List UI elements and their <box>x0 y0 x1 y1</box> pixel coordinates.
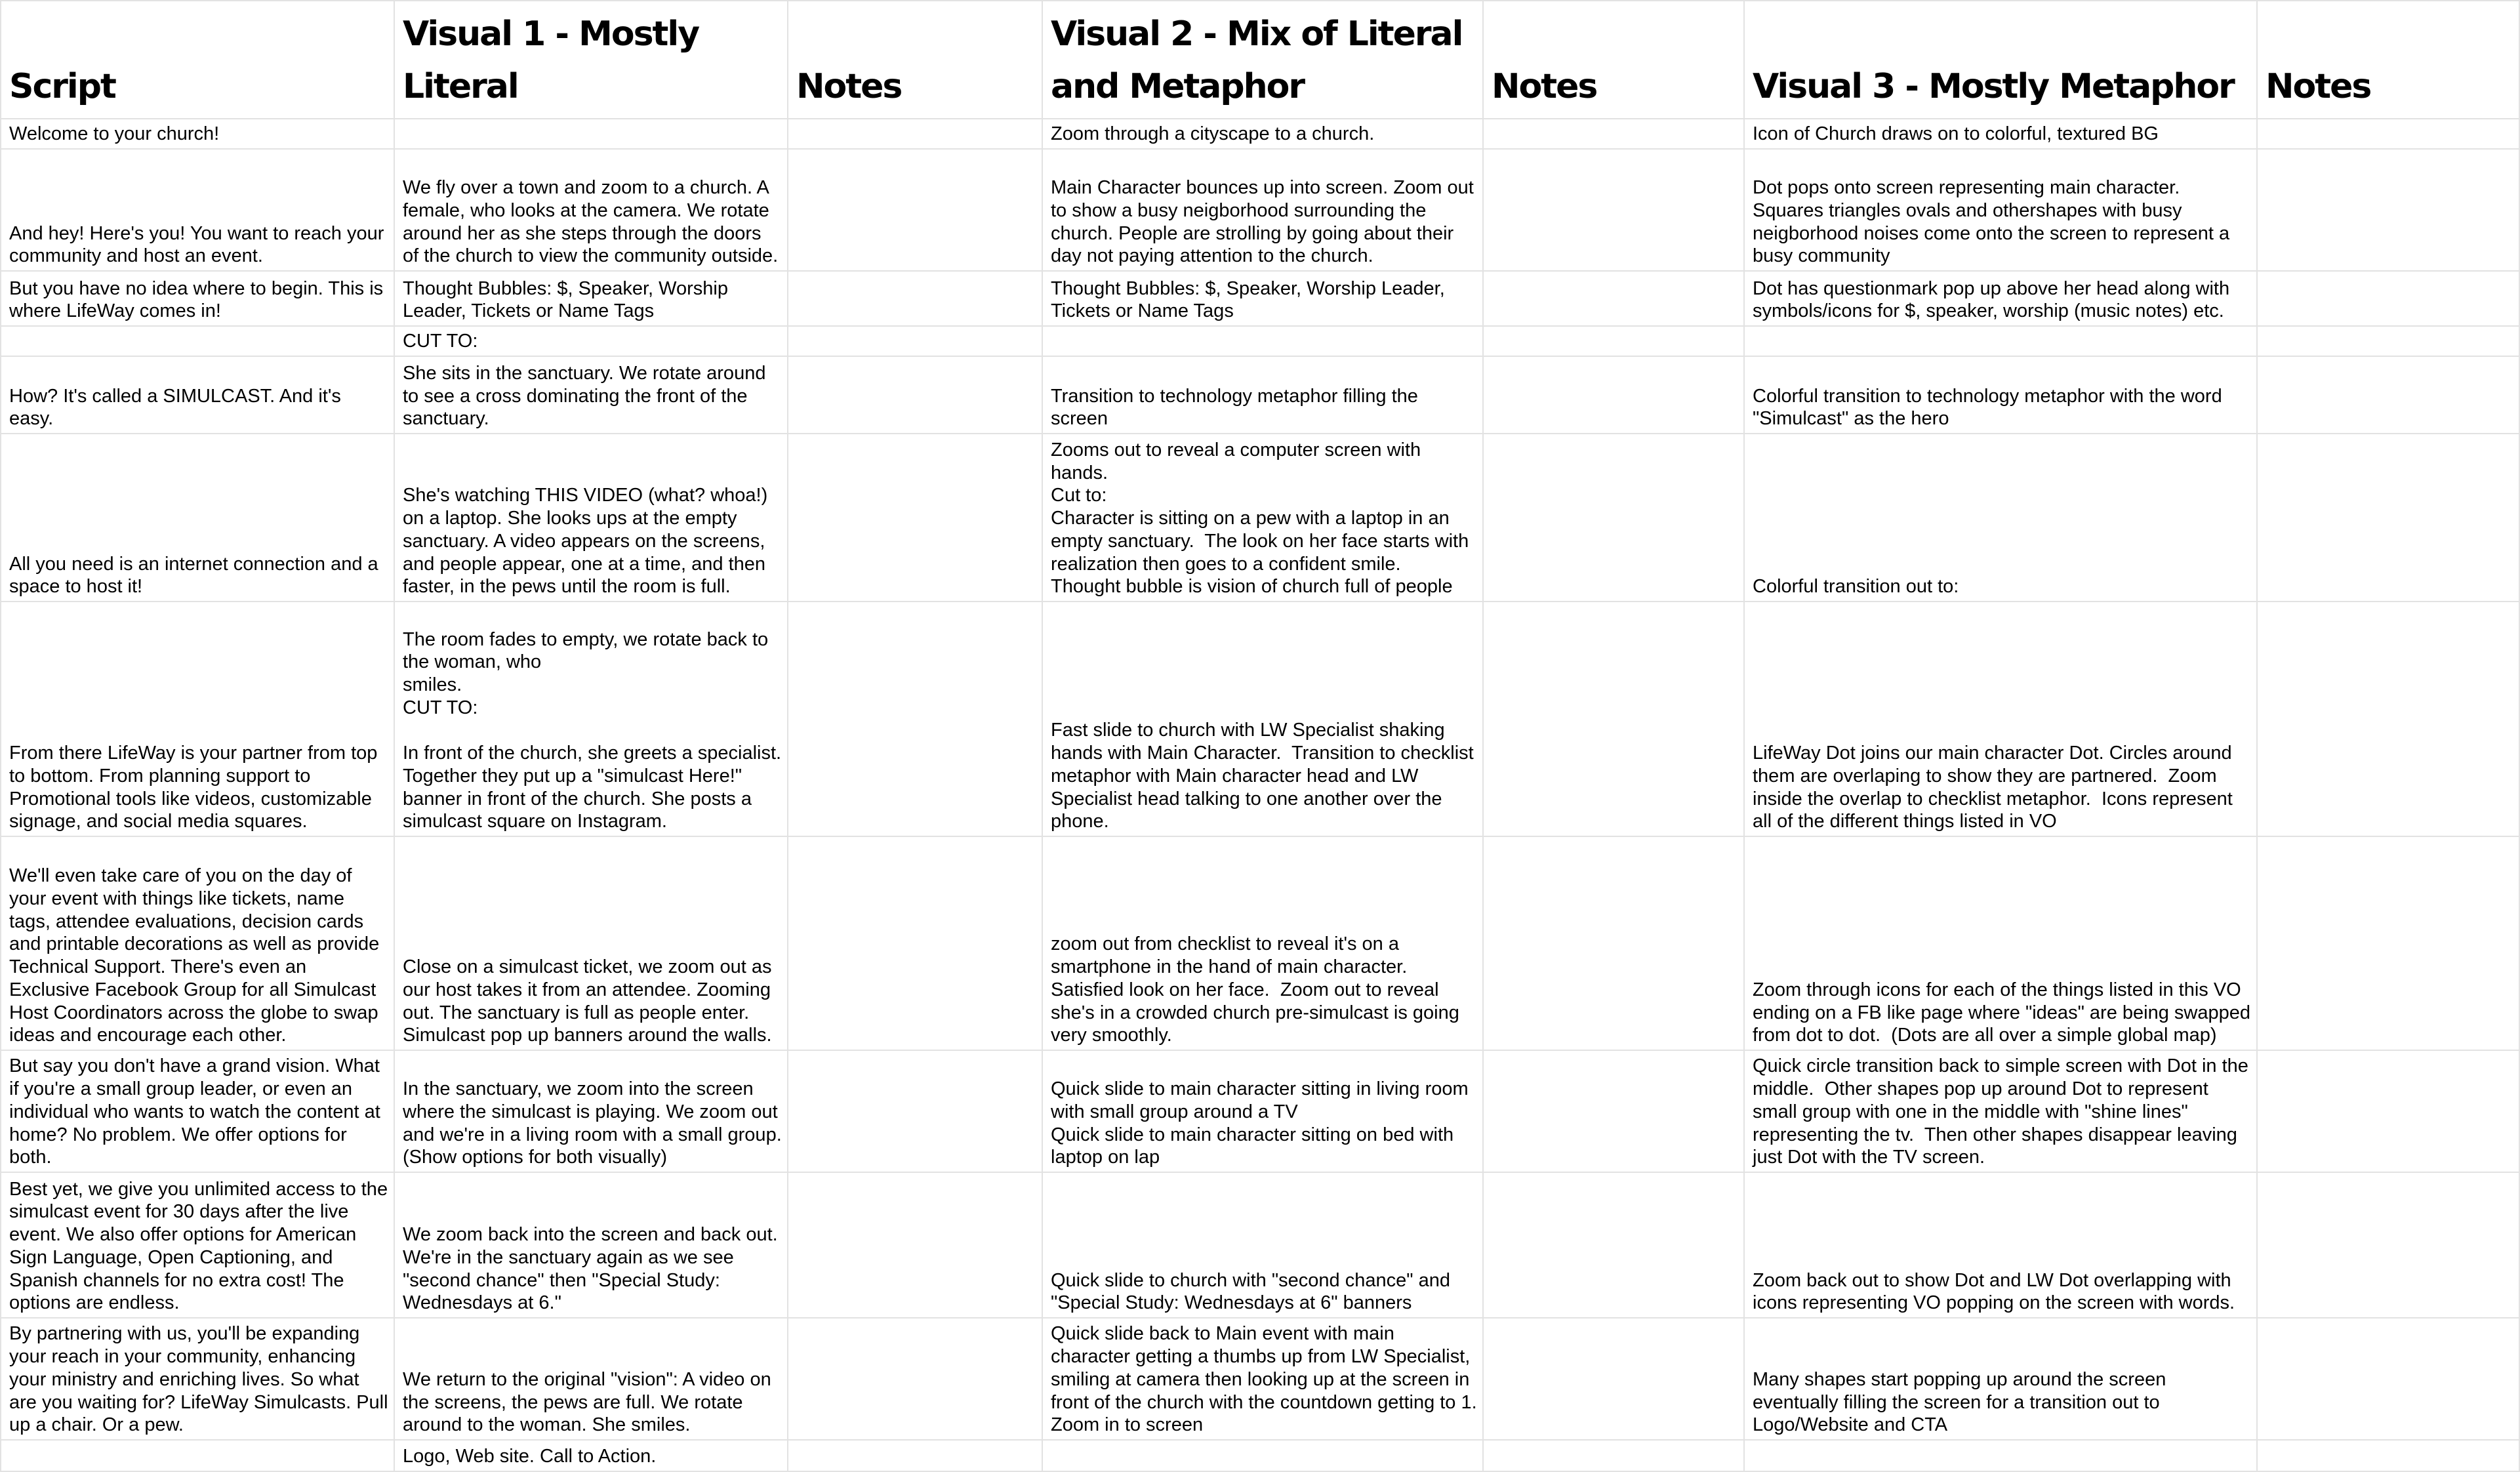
cell-script[interactable]: And hey! Here's you! You want to reach your community and host an event. <box>1 149 394 271</box>
cell-notes-1[interactable] <box>788 836 1042 1050</box>
cell-visual-3[interactable]: Quick circle transition back to simple screen with Dot in the middle. Other shapes pop up around Dot to represent small group with one in the middle with "shine lines" representing the tv. Then other shapes disappear leaving just Dot with the TV screen. <box>1744 1050 2257 1172</box>
cell-notes-3[interactable] <box>2257 356 2519 434</box>
grid-body <box>1 119 2519 1471</box>
cell-notes-2[interactable] <box>1483 602 1744 836</box>
cell-visual-2[interactable]: Quick slide to main character sitting in living room with small group around a TV Quick slide to main character sitting on bed with laptop on lap <box>1042 1050 1483 1172</box>
cell-notes-1[interactable] <box>788 602 1042 836</box>
cell-visual-2[interactable] <box>1042 1440 1483 1471</box>
table-row <box>1 1172 2519 1318</box>
cell-notes-3[interactable] <box>2257 149 2519 271</box>
cell-visual-3[interactable] <box>1744 1440 2257 1471</box>
cell-visual-3[interactable]: Colorful transition out to: <box>1744 434 2257 602</box>
cell-script[interactable]: All you need is an internet connection and a space to host it! <box>1 434 394 602</box>
cell-notes-1[interactable] <box>788 356 1042 434</box>
cell-visual-2[interactable]: Zooms out to reveal a computer screen with hands. Cut to: Character is sitting on a pew with a laptop in an empty sanctuary. The look on her face starts with realization then goes to a confident smile. Thought bubble is vision of church full of people <box>1042 434 1483 602</box>
table-row <box>1 271 2519 326</box>
cell-notes-3[interactable] <box>2257 1172 2519 1318</box>
cell-visual-1[interactable]: We fly over a town and zoom to a church. A female, who looks at the camera. We rotate around her as she steps through the doors of the church to view the community outside. <box>394 149 788 271</box>
table-row <box>1 602 2519 836</box>
cell-notes-3[interactable] <box>2257 602 2519 836</box>
table-row <box>1 1050 2519 1172</box>
cell-notes-3[interactable] <box>2257 1318 2519 1440</box>
cell-notes-2[interactable] <box>1483 271 1744 326</box>
cell-notes-3[interactable] <box>2257 836 2519 1050</box>
cell-visual-2[interactable]: Zoom through a cityscape to a church. <box>1042 119 1483 149</box>
cell-script[interactable]: From there LifeWay is your partner from top to bottom. From planning support to Promotional tools like videos, customizable signage, and social media squares. <box>1 602 394 836</box>
cell-visual-3[interactable]: LifeWay Dot joins our main character Dot. Circles around them are overlaping to show they are partnered. Zoom inside the overlap to checklist metaphor. Icons represent all of the different things listed in VO <box>1744 602 2257 836</box>
cell-notes-1[interactable] <box>788 1440 1042 1471</box>
cell-notes-2[interactable] <box>1483 356 1744 434</box>
cell-script[interactable]: We'll even take care of you on the day of your event with things like tickets, name tags, attendee evaluations, decision cards and printable decorations as well as provide Technical Support. There's even an Exclusive Facebook Group for all Simulcast Host Coordinators across the globe to swap ideas and encourage each other. <box>1 836 394 1050</box>
cell-notes-1[interactable] <box>788 434 1042 602</box>
header-row <box>1 1 2519 119</box>
cell-script[interactable]: By partnering with us, you'll be expanding your reach in your community, enhancing your ministry and enriching lives. So what are you waiting for? LifeWay Simulcasts. Pull up a chair. Or a pew. <box>1 1318 394 1440</box>
cell-script[interactable]: Welcome to your church! <box>1 119 394 149</box>
cell-visual-2[interactable]: Fast slide to church with LW Specialist shaking hands with Main Character. Transition to checklist metaphor with Main character head and LW Specialist head talking to one another over the phone. <box>1042 602 1483 836</box>
cell-visual-1[interactable]: The room fades to empty, we rotate back to the woman, who smiles. CUT TO: In front of the church, she greets a specialist. Together they put up a "simulcast Here!" banner in front of the church. She posts a simulcast square on Instagram. <box>394 602 788 836</box>
table-row <box>1 1440 2519 1471</box>
cell-notes-1[interactable] <box>788 1050 1042 1172</box>
cell-script[interactable] <box>1 1440 394 1471</box>
cell-notes-1[interactable] <box>788 1172 1042 1318</box>
cell-script[interactable]: But say you don't have a grand vision. What if you're a small group leader, or even an individual who wants to watch the content at home? No problem. We offer options for both. <box>1 1050 394 1172</box>
header-cell-notes-2[interactable]: Notes <box>1483 1 1744 119</box>
cell-script[interactable]: But you have no idea where to begin. This is where LifeWay comes in! <box>1 271 394 326</box>
cell-visual-1[interactable]: She's watching THIS VIDEO (what? whoa!) on a laptop. She looks ups at the empty sanctuary. A video appears on the screens, and people appear, one at a time, and then faster, in the pews until the room is full. <box>394 434 788 602</box>
cell-notes-3[interactable] <box>2257 271 2519 326</box>
header-cell-visual-1[interactable]: Visual 1 - Mostly Literal <box>394 1 788 119</box>
header-cell-notes-1[interactable]: Notes <box>788 1 1042 119</box>
cell-visual-2[interactable] <box>1042 326 1483 356</box>
table-row <box>1 1318 2519 1440</box>
cell-visual-1[interactable]: Close on a simulcast ticket, we zoom out as our host takes it from an attendee. Zooming out. The sanctuary is full as people enter. Simulcast pop up banners around the walls. <box>394 836 788 1050</box>
cell-notes-2[interactable] <box>1483 149 1744 271</box>
cell-notes-2[interactable] <box>1483 119 1744 149</box>
cell-visual-1[interactable] <box>394 119 788 149</box>
cell-visual-2[interactable]: Main Character bounces up into screen. Zoom out to show a busy neigborhood surrounding the church. People are strolling by going about their day not paying attention to the church. <box>1042 149 1483 271</box>
cell-notes-2[interactable] <box>1483 1172 1744 1318</box>
cell-notes-2[interactable] <box>1483 1050 1744 1172</box>
cell-visual-2[interactable]: Transition to technology metaphor filling the screen <box>1042 356 1483 434</box>
header-cell-visual-2[interactable]: Visual 2 - Mix of Literal and Metaphor <box>1042 1 1483 119</box>
cell-notes-3[interactable] <box>2257 434 2519 602</box>
table-row <box>1 356 2519 434</box>
cell-visual-3[interactable] <box>1744 326 2257 356</box>
table-row <box>1 149 2519 271</box>
cell-visual-1[interactable]: She sits in the sanctuary. We rotate around to see a cross dominating the front of the sanctuary. <box>394 356 788 434</box>
cell-notes-1[interactable] <box>788 271 1042 326</box>
table-row <box>1 119 2519 149</box>
cell-visual-3[interactable]: Icon of Church draws on to colorful, textured BG <box>1744 119 2257 149</box>
cell-script[interactable]: Best yet, we give you unlimited access to the simulcast event for 30 days after the live event. We also offer options for American Sign Language, Open Captioning, and Spanish channels for no extra cost! The options are endless. <box>1 1172 394 1318</box>
header-cell-script[interactable]: Script <box>1 1 394 119</box>
cell-visual-1[interactable]: CUT TO: <box>394 326 788 356</box>
cell-visual-1[interactable]: We zoom back into the screen and back out. We're in the sanctuary again as we see "second chance" then "Special Study: Wednesdays at 6." <box>394 1172 788 1318</box>
cell-visual-1[interactable]: We return to the original "vision": A video on the screens, the pews are full. We rotate around to the woman. She smiles. <box>394 1318 788 1440</box>
cell-visual-2[interactable]: Quick slide to church with "second chance" and "Special Study: Wednesdays at 6" banners <box>1042 1172 1483 1318</box>
cell-visual-2[interactable]: Quick slide back to Main event with main character getting a thumbs up from LW Specialist, smiling at camera then looking up at the screen in front of the church with the countdown getting to 1. Zoom in to screen <box>1042 1318 1483 1440</box>
cell-notes-3[interactable] <box>2257 1440 2519 1471</box>
cell-notes-2[interactable] <box>1483 326 1744 356</box>
cell-notes-1[interactable] <box>788 326 1042 356</box>
cell-notes-1[interactable] <box>788 149 1042 271</box>
cell-script[interactable] <box>1 326 394 356</box>
cell-notes-2[interactable] <box>1483 434 1744 602</box>
cell-visual-2[interactable]: Thought Bubbles: $, Speaker, Worship Leader, Tickets or Name Tags <box>1042 271 1483 326</box>
cell-visual-3[interactable]: Dot pops onto screen representing main character. Squares triangles ovals and othershapes with busy neigborhood noises come onto the screen to represent a busy community <box>1744 149 2257 271</box>
cell-visual-3[interactable]: Zoom back out to show Dot and LW Dot overlapping with icons representing VO popping on the screen with words. <box>1744 1172 2257 1318</box>
table-row <box>1 326 2519 356</box>
cell-visual-3[interactable]: Dot has questionmark pop up above her head along with symbols/icons for $, speaker, worship (music notes) etc. <box>1744 271 2257 326</box>
cell-notes-2[interactable] <box>1483 1318 1744 1440</box>
cell-notes-1[interactable] <box>788 1318 1042 1440</box>
cell-notes-3[interactable] <box>2257 119 2519 149</box>
cell-visual-1[interactable]: Thought Bubbles: $, Speaker, Worship Leader, Tickets or Name Tags <box>394 271 788 326</box>
header-cell-notes-3[interactable]: Notes <box>2257 1 2519 119</box>
cell-visual-1[interactable]: In the sanctuary, we zoom into the screen where the simulcast is playing. We zoom out and we're in a living room with a small group. (Show options for both visually) <box>394 1050 788 1172</box>
cell-visual-3[interactable]: Colorful transition to technology metaphor with the word "Simulcast" as the hero <box>1744 356 2257 434</box>
cell-visual-3[interactable]: Zoom through icons for each of the things listed in this VO ending on a FB like page where "ideas" are being swapped from dot to dot. (Dots are all over a simple global map) <box>1744 836 2257 1050</box>
cell-script[interactable]: How? It's called a SIMULCAST. And it's easy. <box>1 356 394 434</box>
header-cell-visual-3[interactable]: Visual 3 - Mostly Metaphor <box>1744 1 2257 119</box>
cell-notes-2[interactable] <box>1483 1440 1744 1471</box>
cell-visual-3[interactable]: Many shapes start popping up around the screen eventually filling the screen for a transition out to Logo/Website and CTA <box>1744 1318 2257 1440</box>
cell-notes-1[interactable] <box>788 119 1042 149</box>
cell-notes-2[interactable] <box>1483 836 1744 1050</box>
cell-notes-3[interactable] <box>2257 1050 2519 1172</box>
cell-visual-1[interactable]: Logo, Web site. Call to Action. <box>394 1440 788 1471</box>
cell-notes-3[interactable] <box>2257 326 2519 356</box>
cell-visual-2[interactable]: zoom out from checklist to reveal it's on a smartphone in the hand of main character. Satisfied look on her face. Zoom out to reveal she's in a crowded church pre-simulcast is going very smoothly. <box>1042 836 1483 1050</box>
table-row <box>1 836 2519 1050</box>
table-row <box>1 434 2519 602</box>
